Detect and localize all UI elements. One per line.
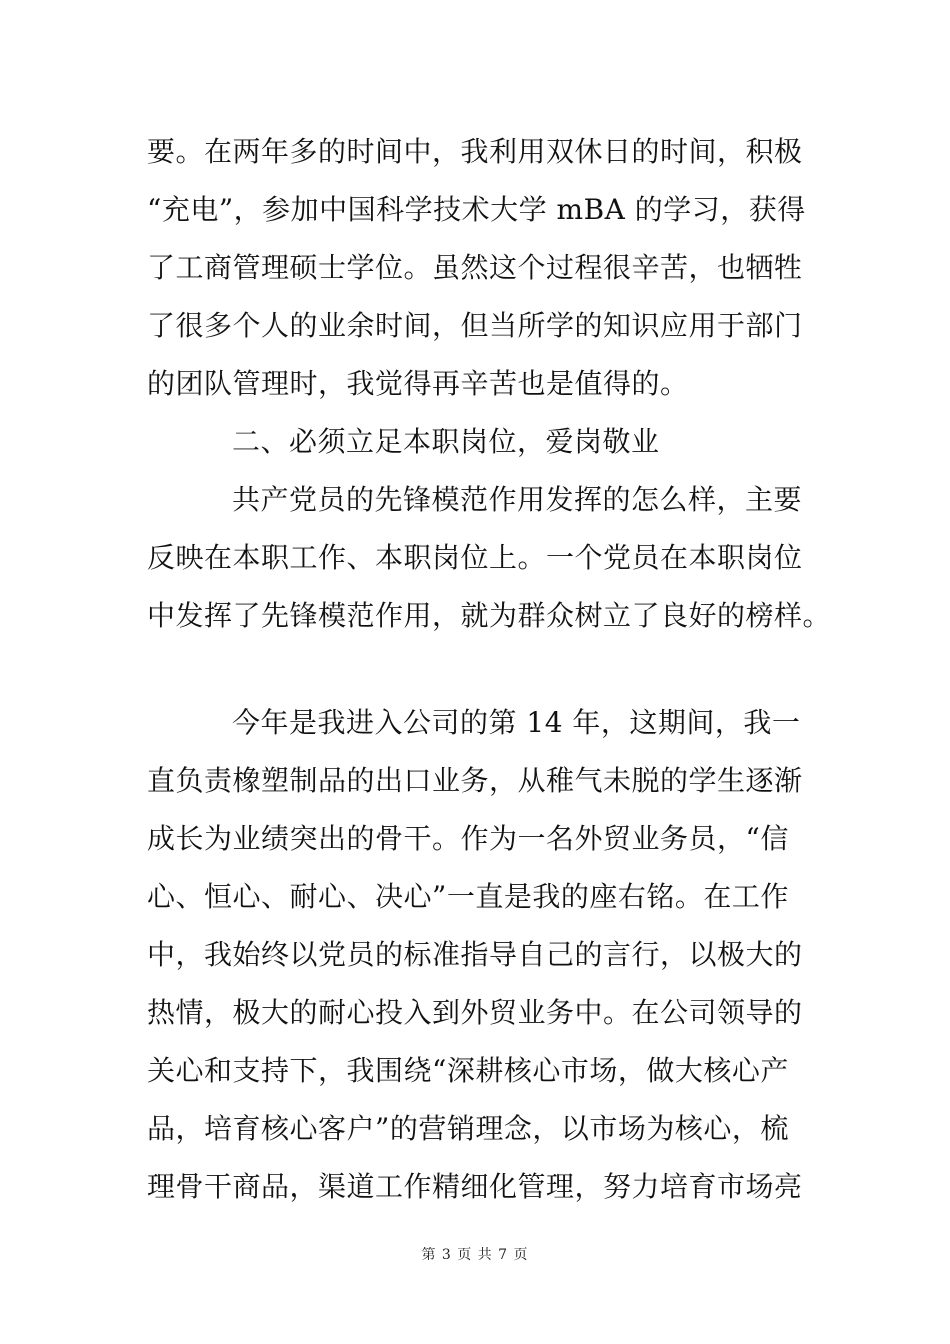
text-line: 了很多个人的业余时间，但当所学的知识应用于部门 — [147, 309, 803, 342]
text-line: 共产党员的先锋模范作用发挥的怎么样，主要 — [232, 483, 803, 516]
text-line: “充电”，参加中国科学技术大学 mBA 的学习，获得 — [147, 193, 806, 226]
text-line: 直负责橡塑制品的出口业务，从稚气未脱的学生逐渐 — [147, 764, 803, 797]
text-line: 理骨干商品，渠道工作精细化管理，努力培育市场亮 — [147, 1170, 803, 1203]
text-line: 要。在两年多的时间中，我利用双休日的时间，积极 — [147, 135, 803, 168]
text-line: 中，我始终以党员的标准指导自己的言行，以极大的 — [147, 938, 803, 971]
text-line: 热情，极大的耐心投入到外贸业务中。在公司领导的 — [147, 996, 803, 1029]
text-line: 今年是我进入公司的第 14 年，这期间，我一 — [232, 706, 801, 739]
text-line: 反映在本职工作、本职岗位上。一个党员在本职岗位 — [147, 541, 803, 574]
text-line: 心、恒心、耐心、决心”一直是我的座右铭。在工作 — [147, 880, 789, 913]
text-line: 关心和支持下，我围绕“深耕核心市场，做大核心产 — [147, 1054, 789, 1087]
page-number-footer: 第 3 页 共 7 页 — [421, 1247, 529, 1263]
section-heading: 二、必须立足本职岗位，爱岗敬业 — [232, 425, 660, 458]
text-line: 了工商管理硕士学位。虽然这个过程很辛苦，也牺牲 — [147, 251, 803, 284]
text-line: 中发挥了先锋模范作用，就为群众树立了良好的榜样。 — [147, 599, 832, 632]
text-line: 品，培育核心客户”的营销理念，以市场为核心，梳 — [147, 1112, 789, 1145]
text-line: 的团队管理时，我觉得再辛苦也是值得的。 — [147, 367, 689, 400]
text-line: 成长为业绩突出的骨干。作为一名外贸业务员，“信 — [147, 822, 789, 855]
